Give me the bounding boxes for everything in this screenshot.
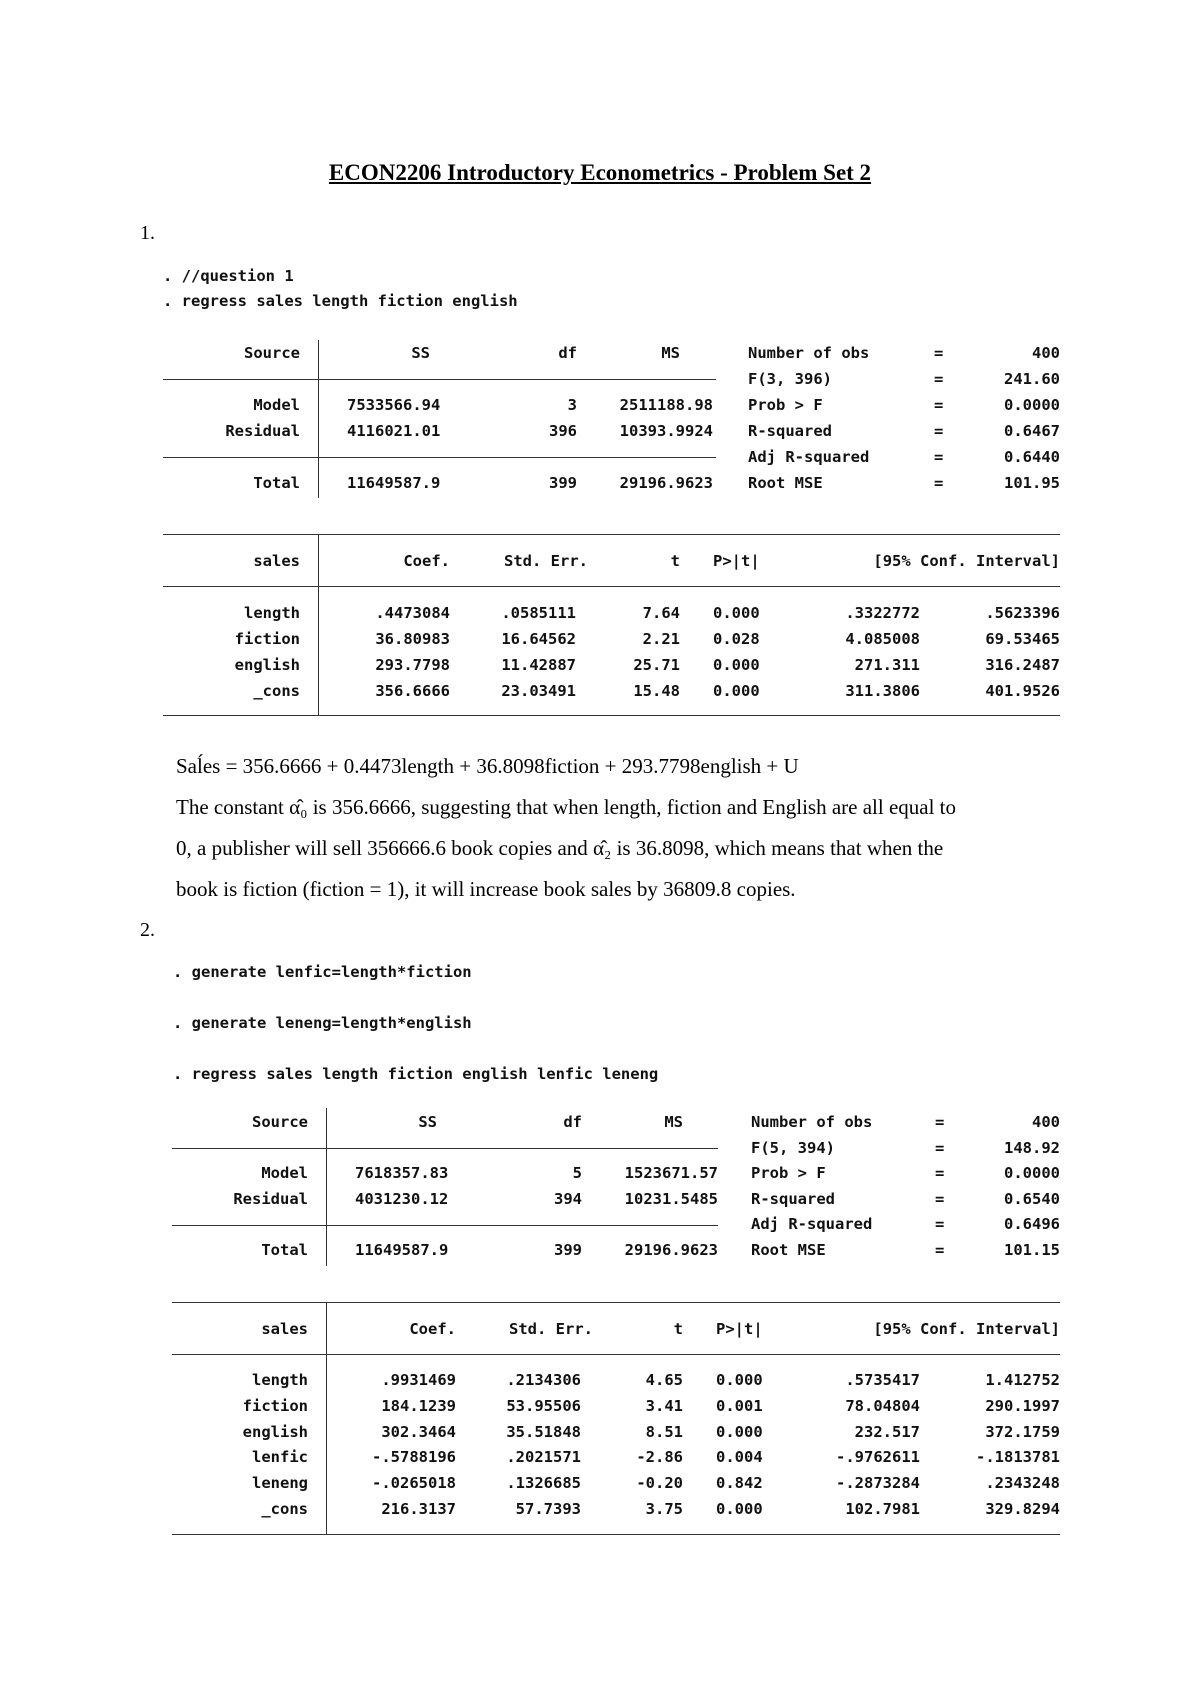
stat-label: Adj R-squared — [751, 1215, 873, 1233]
coef-var: leneng — [252, 1474, 308, 1492]
coef-p: 0.000 — [716, 1500, 763, 1518]
coef-t: 4.65 — [645, 1371, 683, 1389]
coef-t: 3.41 — [645, 1397, 683, 1415]
stat-value: 0.6467 — [1004, 422, 1060, 440]
stat-label: Root MSE — [751, 1241, 826, 1259]
anova-total-label: Total — [253, 474, 300, 492]
coef-ci-high: 290.1997 — [985, 1397, 1060, 1415]
stat-equals: = — [934, 422, 944, 440]
coef-value: 293.7798 — [375, 656, 450, 674]
coef-p: 0.000 — [716, 1371, 763, 1389]
stat-label: R-squared — [748, 422, 832, 440]
q2-command-generate-lenfic: . generate lenfic=length*fiction — [173, 963, 472, 981]
coef-p: 0.028 — [713, 630, 760, 648]
coef-ci-low: 311.3806 — [845, 682, 920, 700]
answer-line: The constant α̂₀ is 356.6666, suggesting that when length, fiction and English are all equal to — [176, 795, 957, 819]
page-title: ECON2206 Introductory Econometrics - Problem Set 2 — [328, 160, 872, 185]
anova-total-ms: 29196.9623 — [619, 474, 713, 492]
coef-ci-low: 78.04804 — [845, 1397, 920, 1415]
coef-var: length — [244, 604, 300, 622]
anova-df: 394 — [554, 1190, 582, 1208]
coef-se: 23.03491 — [501, 682, 576, 700]
coef-se: .1326685 — [506, 1474, 581, 1492]
anova-total-ms: 29196.9623 — [624, 1241, 718, 1259]
anova-header-source: Source — [252, 1113, 308, 1131]
coef-header-p: P>|t| — [713, 552, 760, 570]
anova-total-df: 399 — [554, 1241, 582, 1259]
coef-t: 7.64 — [642, 604, 680, 622]
anova-header-df: df — [558, 344, 577, 362]
coef-var: _cons — [253, 682, 300, 700]
stat-equals: = — [934, 474, 944, 492]
coef-value: -.5788196 — [372, 1448, 456, 1466]
stat-value: 241.60 — [1004, 370, 1060, 388]
stat-value: 0.0000 — [1004, 1164, 1060, 1182]
anova-header-ss: SS — [411, 344, 430, 362]
coef-ci-high: 1.412752 — [985, 1371, 1060, 1389]
coef-ci-low: -.9762611 — [836, 1448, 920, 1466]
stat-equals: = — [935, 1113, 945, 1131]
q1-command-regress: . regress sales length fiction english — [163, 292, 518, 310]
anova-ms: 10393.9924 — [619, 422, 713, 440]
coef-header-depvar: sales — [253, 552, 300, 570]
coef-ci-high: 401.9526 — [985, 682, 1060, 700]
anova-row-label: Model — [261, 1164, 308, 1182]
regression-equation: Saĺes = 356.6666 + 0.4473length + 36.8098fiction + 293.7798english + U — [176, 754, 799, 778]
anova-total-ss: 11649587.9 — [355, 1241, 449, 1259]
coef-ci-high: 316.2487 — [985, 656, 1060, 674]
coef-header-coef: Coef. — [409, 1320, 456, 1338]
q1-answer — [176, 746, 1096, 910]
stat-equals: = — [934, 370, 944, 388]
coef-header-t: t — [673, 1320, 683, 1338]
stat-label: Root MSE — [748, 474, 823, 492]
coef-value: .4473084 — [375, 604, 450, 622]
coef-t: 2.21 — [642, 630, 680, 648]
coef-value: 184.1239 — [381, 1397, 456, 1415]
coef-se: .2021571 — [506, 1448, 581, 1466]
coef-p: 0.000 — [713, 604, 760, 622]
coef-ci-high: .2343248 — [985, 1474, 1060, 1492]
anova-row-label: Residual — [233, 1190, 308, 1208]
anova-header-df: df — [563, 1113, 582, 1131]
stat-equals: = — [934, 448, 944, 466]
coef-t: 3.75 — [645, 1500, 683, 1518]
stat-label: Number of obs — [748, 344, 870, 362]
anova-ms: 2511188.98 — [619, 396, 713, 414]
stat-label: F(5, 394) — [751, 1139, 835, 1157]
coef-ci-high: -.1813781 — [976, 1448, 1060, 1466]
coef-ci-high: 372.1759 — [985, 1423, 1060, 1441]
q1-command-comment: . //question 1 — [163, 267, 294, 285]
anova-ms: 1523671.57 — [624, 1164, 718, 1182]
coef-ci-high: .5623396 — [985, 604, 1060, 622]
coef-se: 11.42887 — [501, 656, 576, 674]
coef-t: -2.86 — [636, 1448, 683, 1466]
coef-se: 35.51848 — [506, 1423, 581, 1441]
stat-label: F(3, 396) — [748, 370, 832, 388]
coef-ci-low: 232.517 — [854, 1423, 920, 1441]
stat-equals: = — [935, 1190, 945, 1208]
stat-value: 0.6540 — [1004, 1190, 1060, 1208]
coef-t: 8.51 — [645, 1423, 683, 1441]
coef-header-depvar: sales — [261, 1320, 308, 1338]
anova-total-label: Total — [261, 1241, 308, 1259]
coef-value: .9931469 — [381, 1371, 456, 1389]
coef-se: 16.64562 — [501, 630, 576, 648]
stat-value: 400 — [1032, 1113, 1060, 1131]
coef-p: 0.000 — [713, 656, 760, 674]
coef-header-ci: [95% Conf. Interval] — [873, 552, 1060, 570]
coef-p: 0.001 — [716, 1397, 763, 1415]
coef-t: -0.20 — [636, 1474, 683, 1492]
coef-se: .2134306 — [506, 1371, 581, 1389]
anova-df: 5 — [572, 1164, 582, 1182]
q2-command-regress: . regress sales length fiction english lenfic leneng — [173, 1065, 659, 1083]
coef-se: 57.7393 — [515, 1500, 581, 1518]
coef-header-t: t — [670, 552, 680, 570]
question-2-number: 2. — [140, 919, 155, 941]
coef-var: english — [234, 656, 300, 674]
stat-value: 400 — [1032, 344, 1060, 362]
coef-var: fiction — [234, 630, 300, 648]
coef-ci-low: .5735417 — [845, 1371, 920, 1389]
stat-equals: = — [935, 1139, 945, 1157]
coef-ci-high: 69.53465 — [985, 630, 1060, 648]
coef-header-se: Std. Err. — [504, 552, 588, 570]
coef-var: _cons — [261, 1500, 308, 1518]
stat-label: Number of obs — [751, 1113, 873, 1131]
stat-value: 0.6440 — [1004, 448, 1060, 466]
coef-header-ci: [95% Conf. Interval] — [873, 1320, 1060, 1338]
stat-label: Prob > F — [751, 1164, 826, 1182]
q2-command-generate-leneng: . generate leneng=length*english — [173, 1014, 472, 1032]
coef-var: english — [242, 1423, 308, 1441]
anova-ss: 7618357.83 — [355, 1164, 449, 1182]
coef-se: 53.95506 — [506, 1397, 581, 1415]
coef-p: 0.000 — [713, 682, 760, 700]
stat-equals: = — [935, 1215, 945, 1233]
coef-ci-high: 329.8294 — [985, 1500, 1060, 1518]
coef-se: .0585111 — [501, 604, 576, 622]
anova-ss: 4031230.12 — [355, 1190, 449, 1208]
anova-ss: 7533566.94 — [347, 396, 441, 414]
stat-equals: = — [935, 1241, 945, 1259]
coef-value: -.0265018 — [372, 1474, 456, 1492]
anova-header-ms: MS — [661, 344, 680, 362]
stat-equals: = — [934, 396, 944, 414]
answer-line: 0, a publisher will sell 356666.6 book copies and α̂₂ is 36.8098, which means that when the — [176, 836, 944, 860]
anova-row-label: Model — [253, 396, 300, 414]
coef-p: 0.004 — [716, 1448, 763, 1466]
coef-p: 0.842 — [716, 1474, 763, 1492]
coef-header-coef: Coef. — [403, 552, 450, 570]
anova-total-df: 399 — [549, 474, 577, 492]
coef-value: 36.80983 — [375, 630, 450, 648]
coef-value: 216.3137 — [381, 1500, 456, 1518]
anova-row-label: Residual — [225, 422, 300, 440]
stat-label: Adj R-squared — [748, 448, 870, 466]
anova-ss: 4116021.01 — [347, 422, 441, 440]
stat-value: 0.0000 — [1004, 396, 1060, 414]
coef-t: 15.48 — [633, 682, 680, 700]
coef-ci-low: .3322772 — [845, 604, 920, 622]
coef-header-se: Std. Err. — [509, 1320, 593, 1338]
stat-label: R-squared — [751, 1190, 835, 1208]
anova-header-ss: SS — [418, 1113, 437, 1131]
stat-label: Prob > F — [748, 396, 823, 414]
coef-value: 302.3464 — [381, 1423, 456, 1441]
coef-p: 0.000 — [716, 1423, 763, 1441]
answer-line: book is fiction (fiction = 1), it will increase book sales by 36809.8 copies. — [176, 877, 796, 901]
coef-ci-low: 4.085008 — [845, 630, 920, 648]
coef-ci-low: 271.311 — [854, 656, 920, 674]
coef-ci-low: -.2873284 — [836, 1474, 920, 1492]
anova-ms: 10231.5485 — [624, 1190, 718, 1208]
stat-value: 101.95 — [1004, 474, 1060, 492]
anova-df: 396 — [549, 422, 577, 440]
question-1-number: 1. — [140, 222, 155, 244]
coef-header-p: P>|t| — [716, 1320, 763, 1338]
stat-equals: = — [934, 344, 944, 362]
coef-var: lenfic — [252, 1448, 308, 1466]
coef-ci-low: 102.7981 — [845, 1500, 920, 1518]
anova-df: 3 — [567, 396, 577, 414]
coef-var: fiction — [242, 1397, 308, 1415]
stat-equals: = — [935, 1164, 945, 1182]
anova-header-source: Source — [244, 344, 300, 362]
coef-value: 356.6666 — [375, 682, 450, 700]
coef-var: length — [252, 1371, 308, 1389]
anova-header-ms: MS — [664, 1113, 683, 1131]
coef-t: 25.71 — [633, 656, 680, 674]
anova-total-ss: 11649587.9 — [347, 474, 441, 492]
stat-value: 148.92 — [1004, 1139, 1060, 1157]
stat-value: 0.6496 — [1004, 1215, 1060, 1233]
stat-value: 101.15 — [1004, 1241, 1060, 1259]
